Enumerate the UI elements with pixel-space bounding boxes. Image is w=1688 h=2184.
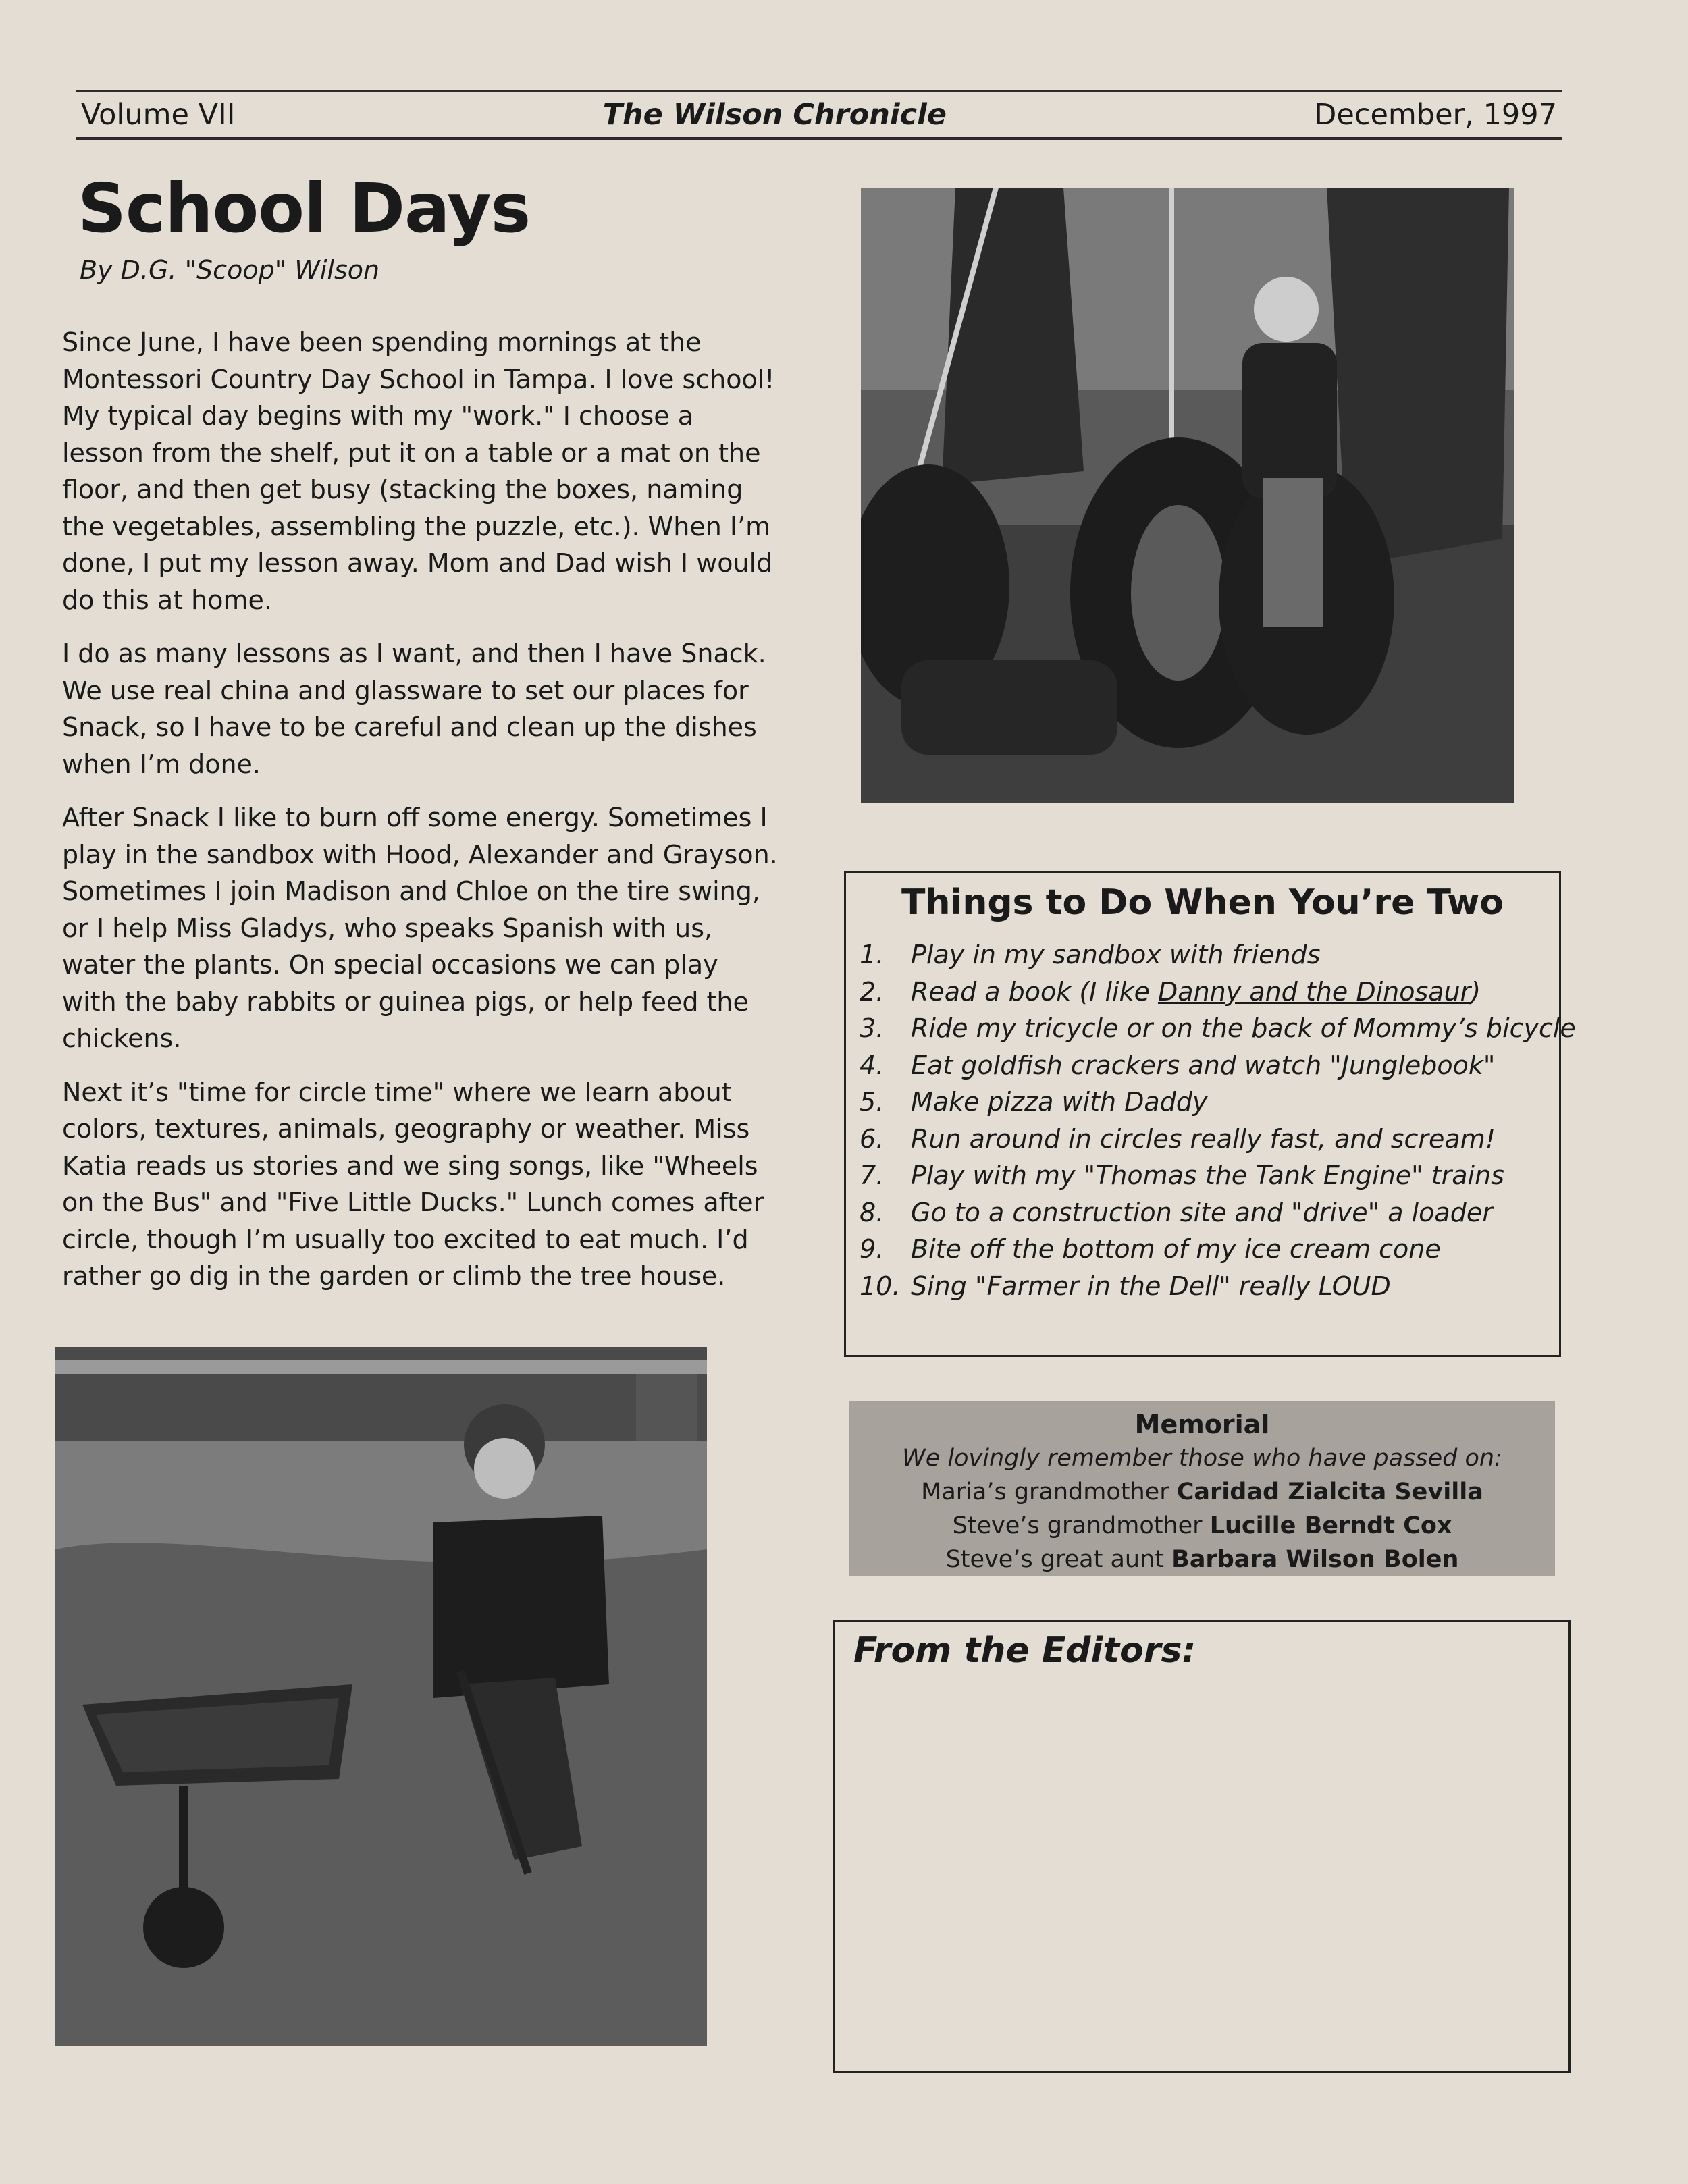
list-item: 3. Ride my tricycle or on the back of Mommy’s bicycle	[860, 1013, 1576, 1043]
memorial-box	[849, 1401, 1555, 1576]
list-item: 9. Bite off the bottom of my ice cream cone	[860, 1234, 1441, 1264]
things-to-do-box	[844, 871, 1576, 1357]
masthead-bottom-rule	[76, 137, 1562, 140]
article-body	[62, 324, 778, 1312]
memorial-heading: Memorial	[1134, 1410, 1270, 1439]
list-item: 10. Sing "Farmer in the Dell" really LOUD	[860, 1271, 1391, 1301]
list-item: 4. Eat goldfish crackers and watch "Junglebook"	[860, 1050, 1496, 1080]
memorial-entry: Steve’s great aunt Barbara Wilson Bolen	[945, 1546, 1459, 1573]
memorial-entry: Maria’s grandmother Caridad Zialcita Sevilla	[921, 1479, 1483, 1506]
book-title: Danny and the Dinosaur	[1158, 976, 1471, 1007]
wheelbarrow-photo	[55, 1347, 707, 2046]
article-headline: School Days	[78, 169, 531, 248]
article-paragraph: After Snack I like to burn off some energy. Sometimes I play in the sandbox with Hood, Alexander and Grayson. Sometimes I join Madison and Chloe on the tire swing, or I help Miss Gladys, who speaks Spanish with us, water the plants. On special occasions we can play with the baby rabbits or guinea pigs, or help feed the chickens.	[62, 803, 778, 1053]
list-item: 8. Go to a construction site and "drive" a loader	[860, 1197, 1493, 1227]
article-paragraph: I do as many lessons as I want, and then I have Snack. We use real china and glassware to set our places for Snack, so I have to be careful and clean up the dishes when I’m done.	[62, 639, 766, 779]
masthead	[81, 95, 1557, 135]
article-paragraph: Next it’s "time for circle time" where we learn about colors, textures, animals, geography or weather. Miss Katia reads us stories and we sing songs, like "Wheels on the Bus" and "Five Little Ducks." Lunch comes after circle, though I’m usually too excited to eat much. I’d rather go dig in the garden or climb the tree house.	[62, 1077, 764, 1291]
things-to-do-list	[846, 936, 1576, 1304]
list-item: 1. Play in my sandbox with friends	[860, 940, 1321, 969]
list-item: 6. Run around in circles really fast, and scream!	[860, 1123, 1496, 1154]
newsletter-title: The Wilson Chronicle	[602, 98, 947, 132]
volume-label: Volume VII	[81, 98, 236, 132]
editors-heading: From the Editors:	[853, 1630, 1196, 1671]
memorial-subtitle: We lovingly remember those who have passed on:	[902, 1445, 1502, 1472]
things-to-do-title: Things to Do When You’re Two	[901, 882, 1504, 923]
list-item: 5. Make pizza with Daddy	[860, 1087, 1208, 1117]
article-paragraph: Since June, I have been spending mornings at the Montessori Country Day School in Tampa. I love school! My typical day begins with my "work." I choose a lesson from the shelf, put it on a table or a mat on the floor, and then get busy (stacking the boxes, naming the vegetables, assembling the puzzle, etc.). When I’m done, I put my lesson away. Mom and Dad wish I would do this at home.	[62, 327, 775, 615]
masthead-top-rule	[76, 90, 1562, 92]
issue-date: December, 1997	[1314, 98, 1557, 132]
article-byline: By D.G. "Scoop" Wilson	[80, 255, 380, 285]
editors-box	[833, 1620, 1571, 2073]
list-item: 7. Play with my "Thomas the Tank Engine" trains	[860, 1161, 1504, 1190]
tire-swing-photo	[861, 188, 1514, 803]
memorial-entry: Steve’s grandmother Lucille Berndt Cox	[952, 1512, 1452, 1539]
list-item: 2. Read a book (I like Danny and the Dinosaur)	[860, 976, 1481, 1007]
